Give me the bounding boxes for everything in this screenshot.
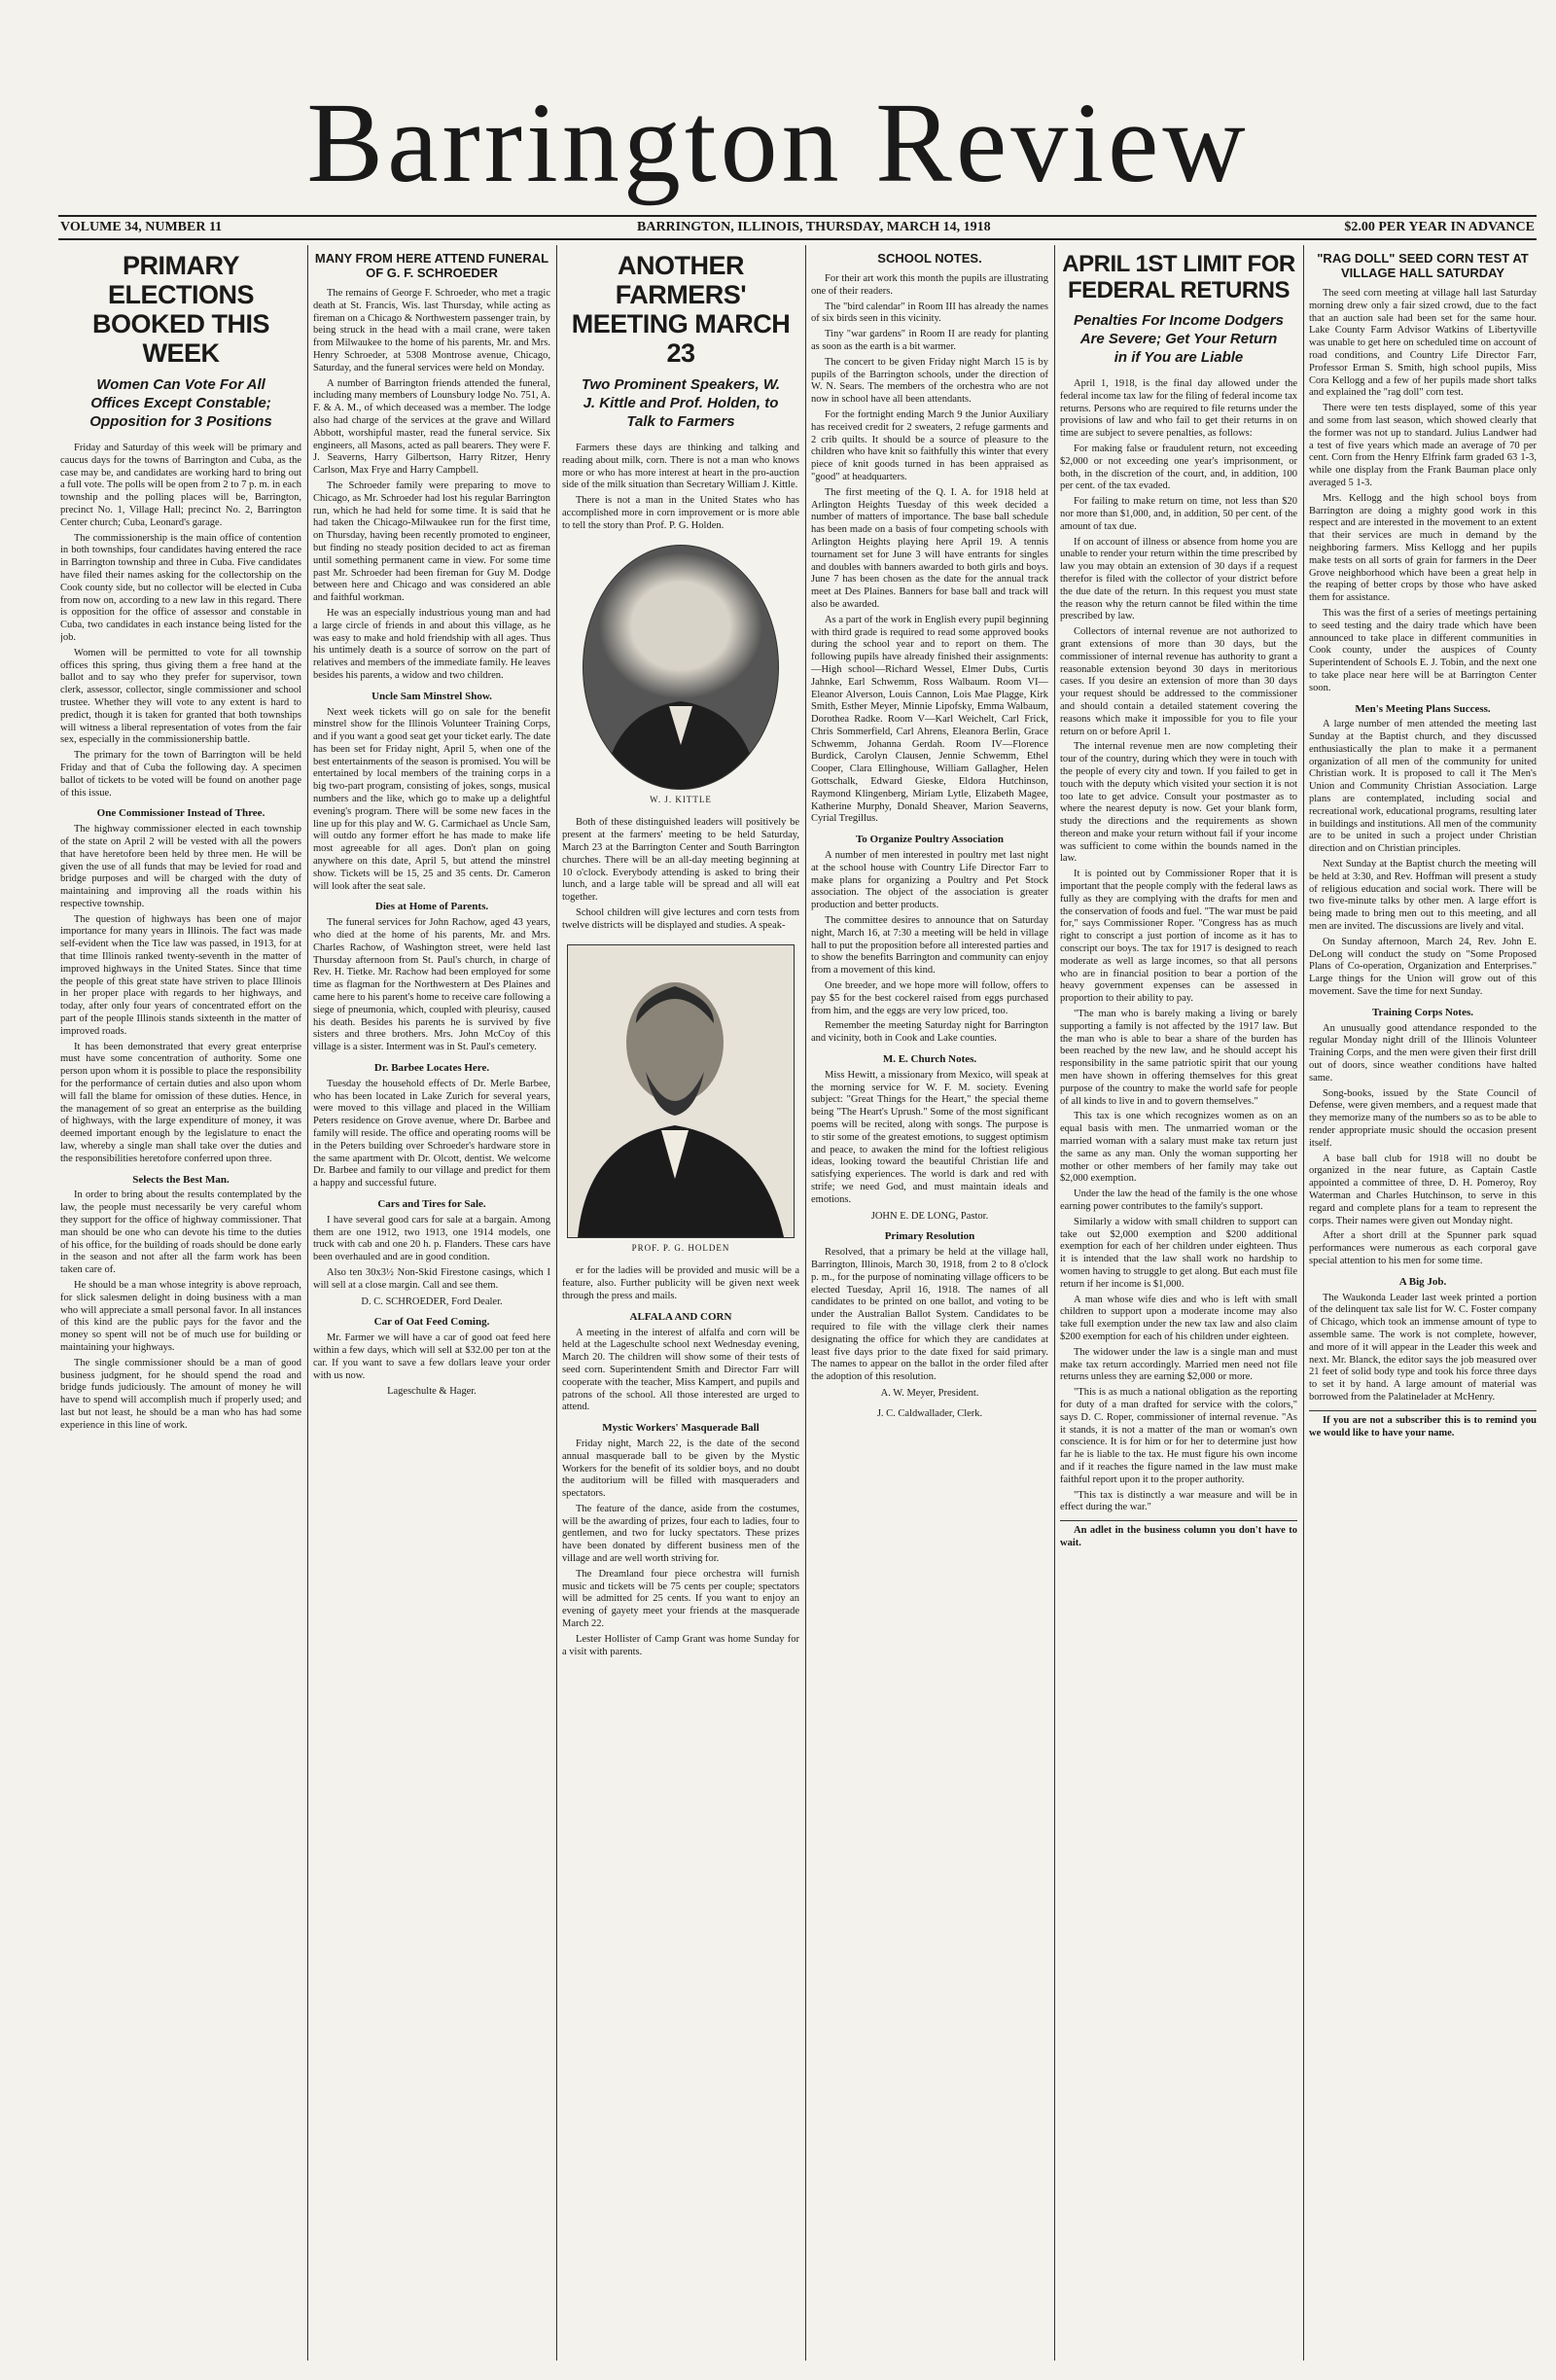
adlet-notice: An adlet in the business column you don't have to wait. [1060,1520,1297,1550]
column-rule [1054,245,1055,2361]
article-paragraph: Next Sunday at the Baptist church the meeting will be held at 3:30, and Rev. Hoffman will present a study of religious education and social work. There will be two five-minute talks by other men. A large effort is being made to bring men out to this meeting, and all men are invited. The discussions are lively and vital. [1309,859,1537,933]
article-paragraph: The feature of the dance, aside from the costumes, will be the awarding of prizes, four each to ladies, four to gentlemen, and two for lucky spectators. These prizes have been donated by different business men of the village and are well worth striving for. [562,1503,799,1565]
article-paragraph: School children will give lectures and corn tests from twelve districts will be displayed and studies. A speak- [562,906,799,931]
place-date: BARRINGTON, ILLINOIS, THURSDAY, MARCH 14, 1918 [637,220,991,234]
article-paragraph: The primary for the town of Barrington will be held Friday and that of Cuba the following day. A specimen ballot of tickets to be voted will be found on another page of this issue. [60,750,301,799]
subheading: Primary Resolution [884,1230,975,1243]
article-paragraph: April 1, 1918, is the final day allowed under the federal income tax law for the filing of federal income tax returns. Persons who are required to file returns under the provisions of law and who fail to get their returns in on time are subject to severe penalties, as follows: [1060,378,1297,440]
column-rule [1303,245,1304,2361]
article-paragraph: The concert to be given Friday night March 15 is by pupils of the Barrington schools, under the direction of W. N. Sears. The members of the orchestra who are not now in school have all been attendants. [811,356,1048,406]
article-paragraph: For making false or fraudulent return, not exceeding $2,000 or not exceeding one year's imprisonment, or both, in the discretion of the court, and, in addition, 100 per cent. of the tax evaded. [1060,443,1297,492]
subheading: Mystic Workers' Masquerade Ball [602,1422,760,1435]
subheading: One Commissioner Instead of Three. [96,807,265,820]
column-farmers-meeting [562,251,799,2361]
signature: Lageschulte & Hager. [387,1386,477,1398]
article-paragraph: The committee desires to announce that on Saturday night, March 16, at 7:30 a meeting will be held in village hall to put the proposition before all interested parties and to show the benefits Barrington and community can enjoy from a movement of this kind. [811,915,1048,977]
article-paragraph: The internal revenue men are now completing their tour of the country, during which they were in touch with the people of every city and town. If you failed to get in touch with the deputy which visited your section it is not too late to get advice. Consult your postmaster as to where the nearest deputy is now. Get your blank form, study the directions and the requirements as shown thereon and make your return without fail if your income was sufficient to come within the bounds named in the law. [1060,741,1297,865]
article-paragraph: A number of Barrington friends attended the funeral, including many members of Lounsbury lodge No. 751, A. F. & A. M., of which deceased was a member. The lodge also had charge of the services at the grave and Willard Abbott, worshipful master, read the funeral service. Six engineers, all Masons, acted as pall bearers. They were F. J. Seaverns, Harry Gilbertson, Harry Ritzer, Henry Carlson, Max Frye and Harry Campbell. [313,377,550,477]
article-paragraph: After a short drill at the Spunner park squad performances were numerous as each corporal gave special attention to his men for some time. [1309,1230,1537,1266]
article-paragraph: Farmers these days are thinking and talking and reading about milk, corn. There is not a man who knows more or who has more interest at heart in the pro-auction side of the milk situation than Secretary William J. Kittle. [562,443,799,491]
volume-number: VOLUME 34, NUMBER 11 [60,220,223,234]
article-paragraph: "This is as much a national obligation as the reporting for duty of a man drafted for service with the colors," says D. C. Roper, commissioner of internal revenue. "As it stands, it is not a matter of the man or woman's own conscience. It is for him or for her to determine just how far he is liable to the tax. He must figure his own income and if it reaches the figure named in the law must make faithful report upon it to the proper authority. [1060,1387,1297,1485]
column-rule [805,245,806,2361]
photo-caption: W. J. KITTLE [650,794,712,804]
signature: D. C. SCHROEDER, Ford Dealer. [361,1296,503,1307]
headline-schroeder-funeral: MANY FROM HERE ATTEND FUNERAL OF G. F. SCHROEDER [314,251,549,280]
masthead-title: Barrington Review [306,79,1250,206]
article-paragraph: The funeral services for John Rachow, aged 43 years, who died at the home of his parents, Mr. and Mrs. Charles Rachow, of Washington street, were held last Thursday afternoon from St. Paul's church, in charge of Rev. H. Tietke. Mr. Rachow had been employed for some time as flagman for the Northwestern at Des Plaines and came here to his parent's home to receive care following a siege of pneumonia, which, coupled with pleurisy, caused his death. Besides his parents he is survived by five sisters and three brothers. Mrs. John McCoy of this village is a sister. Interment was in St. Paul's cemetery. [313,917,550,1053]
article-paragraph: The remains of George F. Schroeder, who met a tragic death at St. Francis, Wis. last Thursday, while acting as fireman on a Chicago & Northwestern passenger train, by being struck in the head with a mail crane, were taken from Milwaukee to the home of his parents, Mr. and Mrs. Henry Schroeder, at 5308 Montrose avenue, Chicago, Saturday, and the funeral services were held on Monday. [313,288,550,373]
subheading: A Big Job. [1398,1275,1447,1288]
article-paragraph: For their art work this month the pupils are illustrating one of their readers. [811,273,1048,297]
article-paragraph: He should be a man whose integrity is above reproach, for slick salesmen delight in doing business with a man who will appreciate a small personal favor. In all instances of this kind are the public pays for the favor and the money so spent will not be of much use for building or maintaining your highways. [60,1280,301,1353]
subheading: Training Corps Notes. [1372,1006,1473,1018]
article-paragraph: The widower under the law is a single man and must make tax return accordingly. Married men need not file returns unless they are earning $2,000 or more. [1060,1346,1297,1383]
article-paragraph: The commissionership is the main office of contention in both townships, four candidates having entered the race in Barrington township and three in Cuba. Five candidates have filed their names asking for the collectorship on the Cook county side, but no collector will be elected in Cuba from now on, according to a new law in this regard. There is opposition for the office of assessor and constable in Cuba, two candidates in each instance being listed for the job. [60,532,301,643]
article-paragraph: A large number of men attended the meeting last Sunday at the Baptist church, and they discussed enthusiastically the plan to make it a permanent organization of all men of the community for united Christian work. It is proposed to call it The Men's Union and Community Christian Association. Large plans are contemplated, including social and recreational work, educational programs, resulting later in buildings and institutions. All men of the community are to be united in such a project under Christian direction and on Christian principles. [1309,719,1537,855]
article-paragraph: Friday night, March 22, is the date of the second annual masquerade ball to be given by the Mystic Workers for the benefit of its soldier boys, and no doubt the auditorium will be filled with masqueraders and spectators. [562,1438,799,1500]
headline-school-notes: SCHOOL NOTES. [877,251,982,266]
article-paragraph: Both of these distinguished leaders will positively be present at the farmers' meeting to be held Saturday, March 23 at the Barrington Center and South Barrington churches. There will be an all-day meeting beginning at 10 o'clock. Everybody attending is asked to bring their lunch, and a large table will be spread and all will eat together. [562,817,799,904]
article-paragraph: Tiny "war gardens" in Room II are ready for planting as soon as the earth is a bit warmer. [811,329,1048,352]
article-paragraph: The first meeting of the Q. I. A. for 1918 held at Arlington Heights Tuesday of this week decided a number of matters of importance. The base ball schedule has been made on a basis of four competing schools with Arlington Heights playing here April 19. A tennis tournament set for June 3 will have entrants for singles and doubles with banners awarded to both girls and boys. June 7 has been chosen as the date for the annual track meet at Des Plaines. Banners for base ball and track will also be awarded. [811,486,1048,610]
subheading: Selects the Best Man. [132,1173,230,1186]
article-paragraph: On Sunday afternoon, March 24, Rev. John E. DeLong will conduct the study on "Some Proposed Plans of Co-operation, Organization and Enterprises." Large things for the Union will grow out of this movement. Save the time for next Sunday. [1309,936,1537,998]
article-paragraph: Tuesday the household effects of Dr. Merle Barbee, who has been located in Lake Zurich for several years, were moved to this village and placed in the William Peters residence on Grove avenue, where Dr. Barbee and family will reside. The office and operating rooms will be in the Peters building over Schroeder's hardware store in the same apartment with Dr. Olcott, dentist. We welcome Dr. Barbee and family to our village and predict for them a happy and successful future. [313,1078,550,1190]
article-paragraph: The "bird calendar" in Room III has already the names of six birds seen in this vicinity. [811,301,1048,325]
article-paragraph: A number of men interested in poultry met last night at the school house with Country Life Director Farr to make plans for organizing a Poultry and Pet Stock association. The object of the association is greater production and better products. [811,850,1048,911]
article-paragraph: He was an especially industrious young man and had a large circle of friends in and about this village, as he was easy to make and hold friendship with all ages. Thus his untimely death is a source of sorrow on the part of relatives and members of the immediate family. He leaves besides his parents, a widow and two children. [313,607,550,681]
column-seed-corn-test [1309,251,1537,2361]
article-paragraph: The single commissioner should be a man of good business judgment, for he should spend the road and bridge funds judiciously. The amount of money he will have to spend will accomplish much if properly used; and last but not least, he should be a man who has had some experience in this line of work. [60,1357,301,1431]
subheading: Dies at Home of Parents. [374,901,489,913]
column-school-notes [811,251,1048,2361]
article-paragraph: Lester Hollister of Camp Grant was home Sunday for a visit with parents. [562,1633,799,1657]
photo-caption: PROF. P. G. HOLDEN [631,1242,730,1253]
article-paragraph: The seed corn meeting at village hall last Saturday morning drew only a fair sized crowd, due to the fact that an auction sale had been set for the same hour. Lake County Farm Advisor Watkins of Libertyville was unable to get here on scheduled time on account of road conditions, and Country Life Director Farr, Professor Erman S. Smith, high school pupils, Miss Cora Kellogg and a few of her pupils made short talks and explained the "rag doll" corn test. [1309,288,1537,399]
article-paragraph: Song-books, issued by the State Council of Defense, were given members, and a request made that they memorize many of the numbers so as to be able to render appropriate music should the occasion present itself. [1309,1087,1537,1149]
subheading: To Organize Poultry Association [855,834,1005,846]
headline-farmers-meeting: ANOTHER FARMERS' MEETING MARCH 23 [571,251,791,368]
kittle-silhouette-icon [584,546,778,789]
article-paragraph: It is pointed out by Commissioner Roper that it is important that the people comply with the federal laws as fully as they are complying with the drafts for men and the conservation of foods and fuel. "The war must be paid for," says Commissioner Roper. "Congress has as much right to conscript a just portion of income as it has to conscript our boys. The tax for 1917 is designed to reach moderate as well as large incomes, so that all persons who are in financial position to bear a portion of the heavy government expenses can be assessed in proportion to their ability to pay. [1060,869,1297,1005]
article-paragraph: One breeder, and we hope more will follow, offers to pay $5 for the best cockerel raised from eggs purchased from him, and the eggs are very low priced, too. [811,980,1048,1016]
article-paragraph: Women will be permitted to vote for all township offices this spring, thus giving them a free hand at the ballot and to say who they prefer for supervisor, town clerk, assessor, collector, single commissioner and school trustee. Whether they will vote to any extent is hard to predict, though it is taken for granted that both townships will witness a liberal representation of votes from the fair sex, especially in the commissionership battle. [60,647,301,746]
article-paragraph: "This tax is distinctly a war measure and will be in effect during the war." [1060,1489,1297,1513]
article-paragraph: A meeting in the interest of alfalfa and corn will be held at the Lageschulte school next Wednesday evening, March 20. The children will show some of their tests of seed corn. Superintendent Smith and Director Farr will cooperate with the teacher, Miss Kampert, and pupils and patrons of the school. All those interested are urged to attend. [562,1327,799,1413]
article-paragraph: An unusually good attendance responded to the regular Monday night drill of the Illinois Volunteer Training Corps, and the men were given their first drill out of doors, since weather conditions have halted same. [1309,1022,1537,1083]
column-rule [307,245,308,2361]
deck-primary-elections: Women Can Vote For All Offices Except Constable; Opposition for 3 Positions [89,376,272,430]
article-paragraph: For failing to make return on time, not less than $20 nor more than $1,000, and, in addition, 50 per cent. of the amount of tax due. [1060,496,1297,532]
article-paragraph: er for the ladies will be provided and music will be a feature, also. Further publicity will be given next week through the press and mails. [562,1265,799,1301]
signature: A. W. Meyer, President. [880,1387,979,1399]
column-federal-returns [1060,251,1297,2361]
article-paragraph: The highway commissioner elected in each township of the state on April 2 will be vested with all the powers that have heretofore been held by three men. He will be given the use of all funds that may be levied for road and bridge purposes and will be charged with the duty of maintaining and improving all the roads within his respective township. [60,824,301,909]
article-paragraph: This tax is one which recognizes women as on an equal basis with men. The unmarried woman or the married woman with a salary must make tax return just the same as any man. Only the woman supporting her mother or other members of her family may take out $2,000 exemption. [1060,1111,1297,1185]
article-paragraph: This was the first of a series of meetings pertaining to seed testing and the dairy trade which have been announced to take place in different communities in Cook county, under the auspices of County Superintendent of Schools E. J. Tobin, and the next one to take place near here will be at Barrington Center soon. [1309,607,1537,693]
subheading: M. E. Church Notes. [882,1053,977,1066]
article-paragraph: The Schroeder family were preparing to move to Chicago, as Mr. Schroeder had lost his regular Barrington run, which he had held for some time. It is said that he had taken the Chicago-Milwaukee run for the first time, on Thursday, having been recently promoted to engineer, but finding no steady position decided to act as fireman until something permanent came in view. For some time past Mr. Schroeder had been fireman for Guy M. Dodge between here and Chicago and was considered an able and faithful workman. [313,480,550,604]
article-paragraph: Collectors of internal revenue are not authorized to grant extensions of more than 30 days, but the commissioner of internal revenue has authority to grant a reasonable extension beyond 30 days in meritorious cases. If you desire an extension of more than 30 days your request should be addressed to the commissioner and should contain a detailed statement covering the reasons which make it impossible for you to file your return on or before April 1. [1060,626,1297,737]
column-schroeder-funeral [313,251,550,2361]
article-paragraph: A man whose wife dies and who is left with small children to support upon a moderate income may also take full exemption under the new tax law and also claim $200 exemption for each of his children under eighteen. [1060,1294,1297,1342]
article-paragraph: In order to bring about the results contemplated by the law, the people must necessarily be very careful whom they support for the office of highway commissioner. That man should be one who can devote his time to the duties of his office, for the building of roads should be done early in the season and not after all the farm work has been taken care of. [60,1190,301,1276]
subheading: Uncle Sam Minstrel Show. [371,690,492,702]
article-paragraph: Resolved, that a primary be held at the village hall, Barrington, Illinois, March 30, 1918, from 2 to 8 o'clock p. m., for the purpose of nominating village officers to be elected Tuesday, April 16, 1918. The names of all candidates to be printed on one ballot, and voting to be under the Australian Ballot System. Candidates to be required to file with the village clerk their names designating the office for which they are candidates at least five days prior to the date fixed for said primary. The names to appear on the ballot in the order filed after the adoption of this resolution. [811,1247,1048,1383]
kittle-portrait-photo [583,545,779,790]
subheading: Car of Oat Feed Coming. [373,1316,490,1329]
article-paragraph: For the fortnight ending March 9 the Junior Auxiliary has received credit for 2 sweaters, 2 refuge garments and 2 crib quilts. It should be a source of pleasure to the children who have knit so faithfully this winter that every piece of knit goods turned in has been appraised as "good" at headquarters. [811,409,1048,482]
article-paragraph: Mr. Farmer we will have a car of good oat feed here within a few days, which will sell at $32.00 per ton at the car. If you want to save a few dollars leave your order with us now. [313,1332,550,1381]
headline-federal-returns: APRIL 1ST LIMIT FOR FEDERAL RETURNS [1062,251,1295,303]
article-paragraph: Mrs. Kellogg and the high school boys from Barrington are doing a mighty good work in this respect and are interested in the movement to an extent that their services are much in demand by the neighboring farmers. Miss Kellogg and her pupils make tests on all sorts of grain for farmers in the Deer Grove neighborhood which have been a great help in the reaping of better crops by those who have asked them for assistance. [1309,492,1537,604]
headline-primary-elections: PRIMARY ELECTIONS BOOKED THIS WEEK [91,251,269,368]
holden-portrait-photo [567,944,795,1238]
article-paragraph: Next week tickets will go on sale for the benefit minstrel show for the Illinois Volunteer Training Corps, and if you want a good seat get your ticket early. The date has been set for Friday night, April 5, when one of the best entertainments of the season is promised. You will be entertained by local members of the training corps in a big two-part program, consisting of jokes, songs, musical numbers and the like, which go to make up a delightful evening's program. There will be some new faces in the line up for this play and W. G. Carmichael as Uncle Sam, will outdo any former effort he has made to make life most agreeable for all ages. Don't plan on going anywhere on this date, April 5, but attend the minstrel show. Tickets will be 15, 25 and 35 cents. Dr. Cameron will look after the seat sale. [313,706,550,892]
article-paragraph: As a part of the work in English every pupil beginning with third grade is required to read some approved books during the school year and to report on them. The following pupils have already finished their assignments:—High school—Richard Wessel, Elmer Dubs, Curtis Jahnke, Earl Schwemm, Ross Walbaum. Room VI—Eleanor Alverson, Louis Cannon, Lois Mae Plagge, Kirk Smith, Esther Meyer, Minnie Lipofsky, Emma Walbaum, Dorothea Radke. Room V—Karl Weichelt, Carl Frick, Chris Sommerfield, Carl Ahrens, Eleanora Berlin, Grace Schwemm, Johanna Gerdah. Room IV—Florence Burdick, Carolyn Clausen, Jennie Schwemm, Ethel Cooper, Clara Ellinghouse, William Gallagher, Helen Gottschalk, Edward Gieske, Eldora Hutchinson, Raymond Klingenberg, Miriam Lytle, Elizabeth Magee, Katherine Murphy, Donald Sheaver, Marion Seaverns, Cyrial Tregillus. [811,614,1048,825]
column-rule [556,245,557,2361]
deck-federal-returns: Penalties For Income Dodgers Are Severe; Get Your Return in if You are Liable [1074,312,1284,366]
column-primary-elections [60,251,301,2361]
article-paragraph: Similarly a widow with small children to support can take out $2,000 exemption and $200 additional exemption for each of her children under eighteen. Thus it is intended that the law shall work no hardship to women having to struggle to get along. But each must file return if her income is $1,000. [1060,1216,1297,1290]
article-paragraph: The Dreamland four piece orchestra will furnish music and tickets will be 75 cents per couple; spectators will be admitted for 25 cents. If you want to enjoy an evening of gayety meet your friends at the masquerade March 22. [562,1568,799,1630]
article-paragraph: There were ten tests displayed, some of this year and some from last season, which showed clearly that the former was not up to standard. Julius Landwer had a test of five years which made an average of 70 per cent. Corn from the Henry Elfrink farm graded 63 1-3, while one display from the Frank Bauman place only averaged 5 1-3. [1309,403,1537,488]
holden-silhouette-icon [568,945,794,1237]
article-paragraph: There is not a man in the United States who has accomplished more in corn improvement or is more able to tell the story than Prof. P. G. Holden. [562,495,799,531]
article-paragraph: The question of highways has been one of major importance for many years in Illinois. The fact was made self-evident when the Tice law was passed, in 1913, for at that time Illinois ranked twenty-seventh in the matter of improved highways in the United States. Since that time the people of this great state have striven to place Illinois in her proper place with regards to her highways, and today, after only four years of concentrated effort on the part of the people Illinois stands sixteenth in the matter of improved roads. [60,913,301,1037]
article-paragraph: Also ten 30x3½ Non-Skid Firestone casings, which I will sell at a close margin. Call and see them. [313,1266,550,1291]
signature: J. C. Caldwallader, Clerk. [876,1407,983,1419]
subheading: Dr. Barbee Locates Here. [373,1062,490,1075]
signature: JOHN E. DE LONG, Pastor. [870,1210,989,1222]
deck-farmers-meeting: Two Prominent Speakers, W. J. Kittle and Prof. Holden, to Talk to Farmers [581,376,781,430]
article-paragraph: Friday and Saturday of this week will be primary and caucus days for the towns of Barrington and Cuba, as the case may be, and candidates are working hard to bring out a full vote. The polls will be open from 2 to 7 p. m. in each township and the polling places will be, Barrington, precinct No. 1, Village Hall; precinct No. 2, Barrington Center church; Cuba, Leonard's garage. [60,443,301,528]
article-paragraph: Under the law the head of the family is the one whose earning power contributes to the family's support. [1060,1189,1297,1212]
dateline-bar [58,215,1537,240]
article-paragraph: I have several good cars for sale at a bargain. Among them are one 1912, two 1913, one 1914 models, one truck with cab and one 20 h. p. Flanders. These cars have been overhauled and are in good condition. [313,1214,550,1263]
article-paragraph: Remember the meeting Saturday night for Barrington and vicinity, both in Cook and Lake counties. [811,1020,1048,1045]
article-paragraph: A base ball club for 1918 will no doubt be organized in the near future, as Captain Castle appointed a committee of three, D. H. Pomeroy, Roy Waterman and Charles Hutchinson, to serve in this regard and complete plans for a team to represent the corps. Their names were given out Monday night. [1309,1153,1537,1226]
subheading: Cars and Tires for Sale. [377,1197,486,1210]
subheading: Men's Meeting Plans Success. [1355,702,1491,715]
article-paragraph: If on account of illness or absence from home you are unable to render your return within the time prescribed by law you may obtain an extension of 30 days if a request therefor is filed with the collector of your district before the due date of the return. In this request you must state the reason why the return cannot be filed within the time prescribed by law. [1060,536,1297,622]
headline-seed-corn-test: "RAG DOLL" SEED CORN TEST AT VILLAGE HALL SATURDAY [1317,251,1529,280]
subscriber-notice: If you are not a subscriber this is to remind you we would like to have your name. [1309,1410,1537,1440]
article-paragraph: Miss Hewitt, a missionary from Mexico, will speak at the morning service for W. F. M. society. Evening subject: "Great Things for the Heart," the special theme being "The Heart's Uprush." Some of the most significant poems will be recited, along with songs. The purpose is to stir some of the greatest emotions, to suggest optimism and peace, to awaken the mind for the loftiest religious ideas, looking toward the beautiful Christian life and satisfying experiences. The world is dark and red with strife; we need God, and must maintain ideals and emotions. [811,1069,1048,1205]
subscription-price: $2.00 PER YEAR IN ADVANCE [1344,220,1535,234]
article-paragraph: The Waukonda Leader last week printed a portion of the delinquent tax sale list for W. C. Foster company of Chicago, which took an immense amount of type to assemble same. The work is not complete, however, and more of it will appear in the Leader this week and next. Mr. Blanck, the editor says the job measured over 21 feet of solid body type and took his force three days to set it by hand. A large amount of material was borrowed from the Palatinelader at McHenry. [1309,1292,1537,1403]
subheading: ALFALA AND CORN [629,1310,732,1323]
article-paragraph: It has been demonstrated that every great enterprise must have some concentration of authority. Some one person upon whom it is possible to place the responsibility for the performance of certain duties and also upon whom will fall the blame for omission of these duties. Hence, in the management of so great an enterprise as the building of highways, with the large expenditure of money, it was deemed important enough by the legislature to enact the law, whereby a single man shall take over the duties and the responsibilities heretofore conferred upon three. [60,1041,301,1164]
article-paragraph: "The man who is barely making a living or barely supporting a family is not affected by the 1917 law. But the man who is able to bear a share of the burden has been reached by the new law, and he should accept his responsibility in the same patriotic spirit that our young men have shown in offering themselves for this great purpose of the country to make the world safe for people of all kinds to live in and to govern themselves." [1060,1009,1297,1107]
